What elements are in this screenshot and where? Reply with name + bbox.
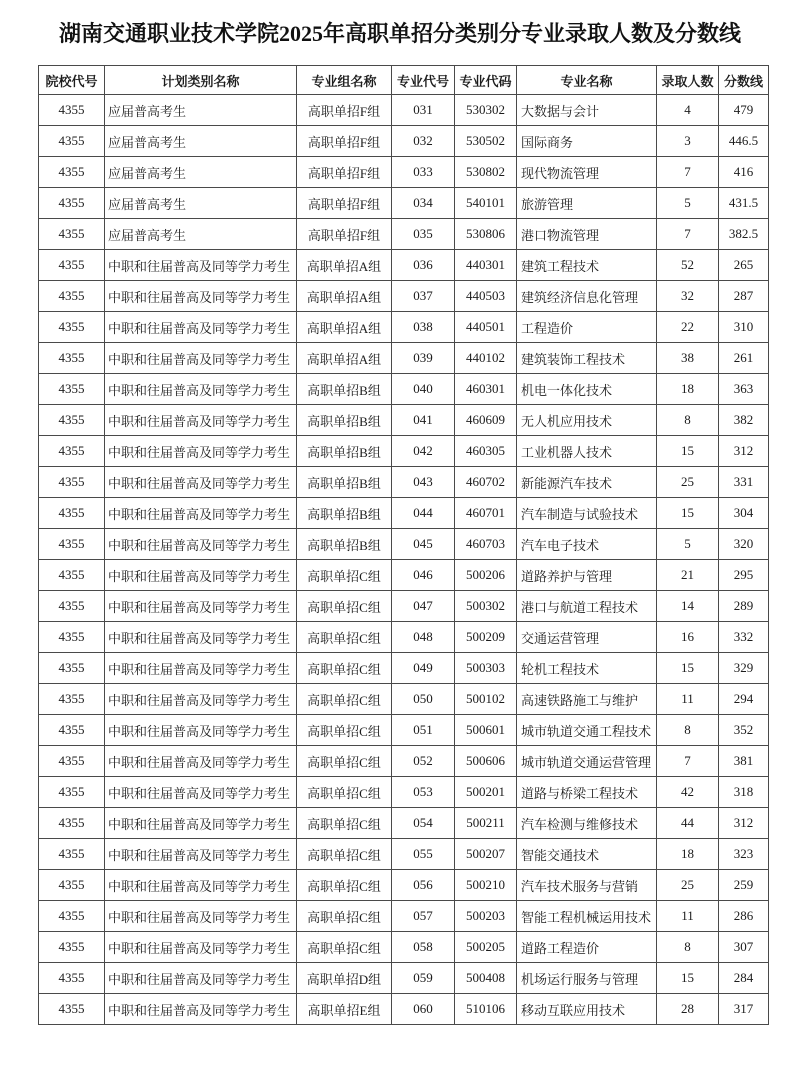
cell-major-code: 500205 (455, 932, 517, 963)
cell-major-number: 032 (392, 126, 455, 157)
table-row (39, 188, 769, 219)
cell-score-line: 307 (719, 932, 769, 963)
table-row (39, 901, 769, 932)
cell-major-code: 500209 (455, 622, 517, 653)
cell-major-code: 460703 (455, 529, 517, 560)
table-row (39, 684, 769, 715)
cell-plan-category: 应届普高考生 (105, 157, 297, 188)
cell-major-name: 工业机器人技术 (517, 436, 657, 467)
cell-major-code: 500601 (455, 715, 517, 746)
cell-school-code: 4355 (39, 808, 105, 839)
cell-plan-category: 中职和往届普高及同等学力考生 (105, 777, 297, 808)
cell-major-name: 智能交通技术 (517, 839, 657, 870)
table-row (39, 312, 769, 343)
cell-major-number: 051 (392, 715, 455, 746)
table-row (39, 653, 769, 684)
table-row (39, 591, 769, 622)
cell-score-line: 295 (719, 560, 769, 591)
cell-major-group: 高职单招C组 (297, 622, 392, 653)
cell-score-line: 304 (719, 498, 769, 529)
cell-major-code: 530302 (455, 95, 517, 126)
cell-major-number: 036 (392, 250, 455, 281)
cell-plan-category: 中职和往届普高及同等学力考生 (105, 281, 297, 312)
cell-plan-category: 中职和往届普高及同等学力考生 (105, 746, 297, 777)
cell-major-name: 移动互联应用技术 (517, 994, 657, 1025)
cell-major-group: 高职单招C组 (297, 901, 392, 932)
cell-admitted-count: 38 (657, 343, 719, 374)
cell-major-number: 038 (392, 312, 455, 343)
cell-score-line: 287 (719, 281, 769, 312)
cell-major-name: 无人机应用技术 (517, 405, 657, 436)
cell-major-group: 高职单招A组 (297, 343, 392, 374)
cell-plan-category: 中职和往届普高及同等学力考生 (105, 715, 297, 746)
cell-admitted-count: 14 (657, 591, 719, 622)
cell-major-code: 440501 (455, 312, 517, 343)
cell-major-name: 国际商务 (517, 126, 657, 157)
cell-major-name: 城市轨道交通工程技术 (517, 715, 657, 746)
cell-major-number: 056 (392, 870, 455, 901)
cell-major-number: 057 (392, 901, 455, 932)
header-major-name: 专业名称 (517, 66, 657, 95)
cell-major-name: 工程造价 (517, 312, 657, 343)
admission-score-table (38, 65, 769, 1025)
cell-admitted-count: 18 (657, 839, 719, 870)
cell-major-code: 460701 (455, 498, 517, 529)
cell-major-code: 530802 (455, 157, 517, 188)
cell-score-line: 294 (719, 684, 769, 715)
cell-score-line: 416 (719, 157, 769, 188)
table-row (39, 777, 769, 808)
cell-major-group: 高职单招E组 (297, 994, 392, 1025)
cell-major-number: 050 (392, 684, 455, 715)
cell-major-name: 汽车技术服务与营销 (517, 870, 657, 901)
cell-major-number: 059 (392, 963, 455, 994)
cell-major-name: 道路养护与管理 (517, 560, 657, 591)
cell-major-group: 高职单招D组 (297, 963, 392, 994)
cell-admitted-count: 25 (657, 467, 719, 498)
cell-plan-category: 应届普高考生 (105, 188, 297, 219)
cell-school-code: 4355 (39, 95, 105, 126)
header-school-code: 院校代号 (39, 66, 105, 95)
cell-plan-category: 中职和往届普高及同等学力考生 (105, 374, 297, 405)
table-body (39, 95, 769, 1025)
cell-major-number: 033 (392, 157, 455, 188)
cell-admitted-count: 7 (657, 746, 719, 777)
cell-admitted-count: 32 (657, 281, 719, 312)
table-row (39, 126, 769, 157)
cell-score-line: 352 (719, 715, 769, 746)
cell-major-number: 054 (392, 808, 455, 839)
cell-school-code: 4355 (39, 436, 105, 467)
page-title: 湖南交通职业技术学院2025年高职单招分类别分专业录取人数及分数线 (58, 21, 741, 46)
cell-plan-category: 中职和往届普高及同等学力考生 (105, 529, 297, 560)
cell-admitted-count: 7 (657, 157, 719, 188)
cell-plan-category: 中职和往届普高及同等学力考生 (105, 994, 297, 1025)
table-row (39, 219, 769, 250)
cell-admitted-count: 4 (657, 95, 719, 126)
cell-score-line: 318 (719, 777, 769, 808)
cell-major-name: 大数据与会计 (517, 95, 657, 126)
cell-major-number: 042 (392, 436, 455, 467)
cell-major-name: 港口物流管理 (517, 219, 657, 250)
cell-major-code: 530806 (455, 219, 517, 250)
cell-admitted-count: 11 (657, 684, 719, 715)
cell-score-line: 382.5 (719, 219, 769, 250)
cell-major-name: 新能源汽车技术 (517, 467, 657, 498)
cell-admitted-count: 8 (657, 715, 719, 746)
cell-major-name: 汽车制造与试验技术 (517, 498, 657, 529)
table-row (39, 622, 769, 653)
cell-major-number: 035 (392, 219, 455, 250)
cell-major-code: 500303 (455, 653, 517, 684)
cell-admitted-count: 15 (657, 653, 719, 684)
cell-score-line: 286 (719, 901, 769, 932)
cell-major-group: 高职单招C组 (297, 560, 392, 591)
cell-admitted-count: 28 (657, 994, 719, 1025)
cell-school-code: 4355 (39, 963, 105, 994)
cell-score-line: 265 (719, 250, 769, 281)
table-row (39, 281, 769, 312)
table-row (39, 746, 769, 777)
cell-major-number: 047 (392, 591, 455, 622)
cell-school-code: 4355 (39, 591, 105, 622)
cell-major-name: 轮机工程技术 (517, 653, 657, 684)
cell-major-code: 500606 (455, 746, 517, 777)
cell-major-number: 058 (392, 932, 455, 963)
cell-major-group: 高职单招F组 (297, 188, 392, 219)
cell-major-number: 049 (392, 653, 455, 684)
cell-major-name: 建筑经济信息化管理 (517, 281, 657, 312)
cell-score-line: 381 (719, 746, 769, 777)
cell-score-line: 382 (719, 405, 769, 436)
cell-plan-category: 中职和往届普高及同等学力考生 (105, 591, 297, 622)
header-major-code: 专业代码 (455, 66, 517, 95)
cell-school-code: 4355 (39, 281, 105, 312)
cell-major-code: 500206 (455, 560, 517, 591)
header-plan-category: 计划类别名称 (105, 66, 297, 95)
cell-score-line: 332 (719, 622, 769, 653)
cell-major-number: 048 (392, 622, 455, 653)
cell-admitted-count: 18 (657, 374, 719, 405)
cell-major-name: 建筑工程技术 (517, 250, 657, 281)
cell-major-group: 高职单招C组 (297, 777, 392, 808)
cell-major-group: 高职单招C组 (297, 684, 392, 715)
table-row (39, 932, 769, 963)
cell-major-name: 道路与桥梁工程技术 (517, 777, 657, 808)
cell-major-code: 460301 (455, 374, 517, 405)
cell-school-code: 4355 (39, 715, 105, 746)
table-row (39, 157, 769, 188)
table-row (39, 436, 769, 467)
cell-plan-category: 应届普高考生 (105, 219, 297, 250)
cell-score-line: 289 (719, 591, 769, 622)
table-row (39, 870, 769, 901)
cell-major-number: 039 (392, 343, 455, 374)
cell-major-name: 道路工程造价 (517, 932, 657, 963)
cell-major-group: 高职单招C组 (297, 839, 392, 870)
cell-score-line: 284 (719, 963, 769, 994)
cell-major-name: 汽车检测与维修技术 (517, 808, 657, 839)
cell-major-number: 044 (392, 498, 455, 529)
cell-major-code: 500203 (455, 901, 517, 932)
table-row (39, 963, 769, 994)
cell-major-code: 460305 (455, 436, 517, 467)
cell-school-code: 4355 (39, 126, 105, 157)
cell-school-code: 4355 (39, 219, 105, 250)
cell-major-code: 500211 (455, 808, 517, 839)
cell-major-name: 现代物流管理 (517, 157, 657, 188)
cell-major-group: 高职单招B组 (297, 405, 392, 436)
cell-score-line: 479 (719, 95, 769, 126)
cell-major-group: 高职单招C组 (297, 746, 392, 777)
cell-school-code: 4355 (39, 157, 105, 188)
cell-school-code: 4355 (39, 343, 105, 374)
cell-major-name: 机场运行服务与管理 (517, 963, 657, 994)
cell-plan-category: 中职和往届普高及同等学力考生 (105, 901, 297, 932)
cell-major-group: 高职单招B组 (297, 436, 392, 467)
cell-major-code: 500207 (455, 839, 517, 870)
cell-major-code: 440102 (455, 343, 517, 374)
cell-major-name: 高速铁路施工与维护 (517, 684, 657, 715)
cell-score-line: 310 (719, 312, 769, 343)
cell-major-group: 高职单招A组 (297, 312, 392, 343)
table-row (39, 994, 769, 1025)
cell-school-code: 4355 (39, 529, 105, 560)
cell-school-code: 4355 (39, 560, 105, 591)
cell-major-code: 500408 (455, 963, 517, 994)
cell-school-code: 4355 (39, 622, 105, 653)
cell-major-name: 城市轨道交通运营管理 (517, 746, 657, 777)
cell-major-code: 540101 (455, 188, 517, 219)
cell-admitted-count: 21 (657, 560, 719, 591)
cell-admitted-count: 44 (657, 808, 719, 839)
cell-major-code: 500102 (455, 684, 517, 715)
cell-score-line: 363 (719, 374, 769, 405)
table-row (39, 808, 769, 839)
cell-school-code: 4355 (39, 932, 105, 963)
cell-plan-category: 应届普高考生 (105, 95, 297, 126)
cell-major-number: 031 (392, 95, 455, 126)
cell-plan-category: 中职和往届普高及同等学力考生 (105, 405, 297, 436)
cell-major-number: 034 (392, 188, 455, 219)
cell-school-code: 4355 (39, 653, 105, 684)
cell-major-group: 高职单招C组 (297, 591, 392, 622)
cell-plan-category: 中职和往届普高及同等学力考生 (105, 622, 297, 653)
header-admitted-count: 录取人数 (657, 66, 719, 95)
table-row (39, 250, 769, 281)
cell-admitted-count: 15 (657, 498, 719, 529)
cell-major-number: 043 (392, 467, 455, 498)
table-row (39, 374, 769, 405)
cell-major-name: 机电一体化技术 (517, 374, 657, 405)
cell-major-group: 高职单招C组 (297, 808, 392, 839)
cell-score-line: 323 (719, 839, 769, 870)
cell-admitted-count: 5 (657, 529, 719, 560)
cell-school-code: 4355 (39, 870, 105, 901)
table-row (39, 343, 769, 374)
cell-major-group: 高职单招A组 (297, 281, 392, 312)
cell-score-line: 331 (719, 467, 769, 498)
cell-school-code: 4355 (39, 777, 105, 808)
cell-admitted-count: 52 (657, 250, 719, 281)
cell-admitted-count: 3 (657, 126, 719, 157)
cell-major-group: 高职单招B组 (297, 498, 392, 529)
table-row (39, 529, 769, 560)
table-header (39, 66, 769, 95)
cell-school-code: 4355 (39, 188, 105, 219)
cell-admitted-count: 15 (657, 963, 719, 994)
cell-score-line: 320 (719, 529, 769, 560)
cell-plan-category: 中职和往届普高及同等学力考生 (105, 808, 297, 839)
table-row (39, 95, 769, 126)
cell-major-number: 046 (392, 560, 455, 591)
header-score-line: 分数线 (719, 66, 769, 95)
cell-major-code: 530502 (455, 126, 517, 157)
cell-major-number: 037 (392, 281, 455, 312)
cell-plan-category: 中职和往届普高及同等学力考生 (105, 653, 297, 684)
cell-admitted-count: 5 (657, 188, 719, 219)
table-row (39, 839, 769, 870)
table-row (39, 467, 769, 498)
cell-major-name: 交通运营管理 (517, 622, 657, 653)
table-row (39, 405, 769, 436)
cell-plan-category: 中职和往届普高及同等学力考生 (105, 560, 297, 591)
cell-major-code: 440503 (455, 281, 517, 312)
cell-admitted-count: 22 (657, 312, 719, 343)
cell-major-name: 港口与航道工程技术 (517, 591, 657, 622)
cell-major-number: 045 (392, 529, 455, 560)
cell-major-group: 高职单招C组 (297, 932, 392, 963)
cell-major-name: 汽车电子技术 (517, 529, 657, 560)
cell-admitted-count: 42 (657, 777, 719, 808)
cell-school-code: 4355 (39, 250, 105, 281)
cell-admitted-count: 8 (657, 932, 719, 963)
cell-score-line: 259 (719, 870, 769, 901)
cell-admitted-count: 8 (657, 405, 719, 436)
cell-plan-category: 中职和往届普高及同等学力考生 (105, 932, 297, 963)
cell-score-line: 431.5 (719, 188, 769, 219)
table-row (39, 560, 769, 591)
cell-major-group: 高职单招F组 (297, 157, 392, 188)
cell-plan-category: 中职和往届普高及同等学力考生 (105, 839, 297, 870)
cell-major-code: 500302 (455, 591, 517, 622)
header-major-group: 专业组名称 (297, 66, 392, 95)
cell-major-group: 高职单招C组 (297, 870, 392, 901)
cell-major-name: 旅游管理 (517, 188, 657, 219)
cell-school-code: 4355 (39, 746, 105, 777)
cell-plan-category: 中职和往届普高及同等学力考生 (105, 436, 297, 467)
table-row (39, 498, 769, 529)
cell-school-code: 4355 (39, 684, 105, 715)
cell-school-code: 4355 (39, 405, 105, 436)
cell-score-line: 329 (719, 653, 769, 684)
cell-admitted-count: 15 (657, 436, 719, 467)
cell-major-group: 高职单招B组 (297, 467, 392, 498)
cell-major-group: 高职单招F组 (297, 126, 392, 157)
cell-major-name: 智能工程机械运用技术 (517, 901, 657, 932)
cell-score-line: 446.5 (719, 126, 769, 157)
cell-major-code: 460609 (455, 405, 517, 436)
cell-admitted-count: 7 (657, 219, 719, 250)
cell-major-name: 建筑装饰工程技术 (517, 343, 657, 374)
cell-admitted-count: 25 (657, 870, 719, 901)
cell-major-group: 高职单招B组 (297, 529, 392, 560)
cell-school-code: 4355 (39, 374, 105, 405)
cell-major-number: 053 (392, 777, 455, 808)
cell-school-code: 4355 (39, 498, 105, 529)
cell-score-line: 312 (719, 808, 769, 839)
cell-school-code: 4355 (39, 839, 105, 870)
cell-major-code: 440301 (455, 250, 517, 281)
header-major-number: 专业代号 (392, 66, 455, 95)
cell-school-code: 4355 (39, 994, 105, 1025)
cell-score-line: 312 (719, 436, 769, 467)
cell-major-group: 高职单招A组 (297, 250, 392, 281)
cell-plan-category: 中职和往届普高及同等学力考生 (105, 870, 297, 901)
cell-plan-category: 中职和往届普高及同等学力考生 (105, 250, 297, 281)
header-row (39, 66, 769, 95)
cell-major-code: 500201 (455, 777, 517, 808)
cell-major-group: 高职单招C组 (297, 715, 392, 746)
cell-admitted-count: 16 (657, 622, 719, 653)
cell-plan-category: 中职和往届普高及同等学力考生 (105, 343, 297, 374)
cell-school-code: 4355 (39, 901, 105, 932)
cell-major-number: 060 (392, 994, 455, 1025)
cell-plan-category: 中职和往届普高及同等学力考生 (105, 963, 297, 994)
cell-major-code: 460702 (455, 467, 517, 498)
cell-major-group: 高职单招B组 (297, 374, 392, 405)
cell-major-code: 510106 (455, 994, 517, 1025)
cell-major-number: 040 (392, 374, 455, 405)
cell-plan-category: 中职和往届普高及同等学力考生 (105, 498, 297, 529)
cell-plan-category: 中职和往届普高及同等学力考生 (105, 312, 297, 343)
cell-major-group: 高职单招F组 (297, 219, 392, 250)
cell-major-number: 052 (392, 746, 455, 777)
cell-plan-category: 中职和往届普高及同等学力考生 (105, 467, 297, 498)
cell-score-line: 261 (719, 343, 769, 374)
cell-major-group: 高职单招C组 (297, 653, 392, 684)
cell-major-code: 500210 (455, 870, 517, 901)
cell-major-group: 高职单招F组 (297, 95, 392, 126)
cell-school-code: 4355 (39, 467, 105, 498)
cell-plan-category: 应届普高考生 (105, 126, 297, 157)
cell-major-number: 041 (392, 405, 455, 436)
cell-score-line: 317 (719, 994, 769, 1025)
cell-major-number: 055 (392, 839, 455, 870)
cell-school-code: 4355 (39, 312, 105, 343)
table-row (39, 715, 769, 746)
cell-plan-category: 中职和往届普高及同等学力考生 (105, 684, 297, 715)
cell-admitted-count: 11 (657, 901, 719, 932)
